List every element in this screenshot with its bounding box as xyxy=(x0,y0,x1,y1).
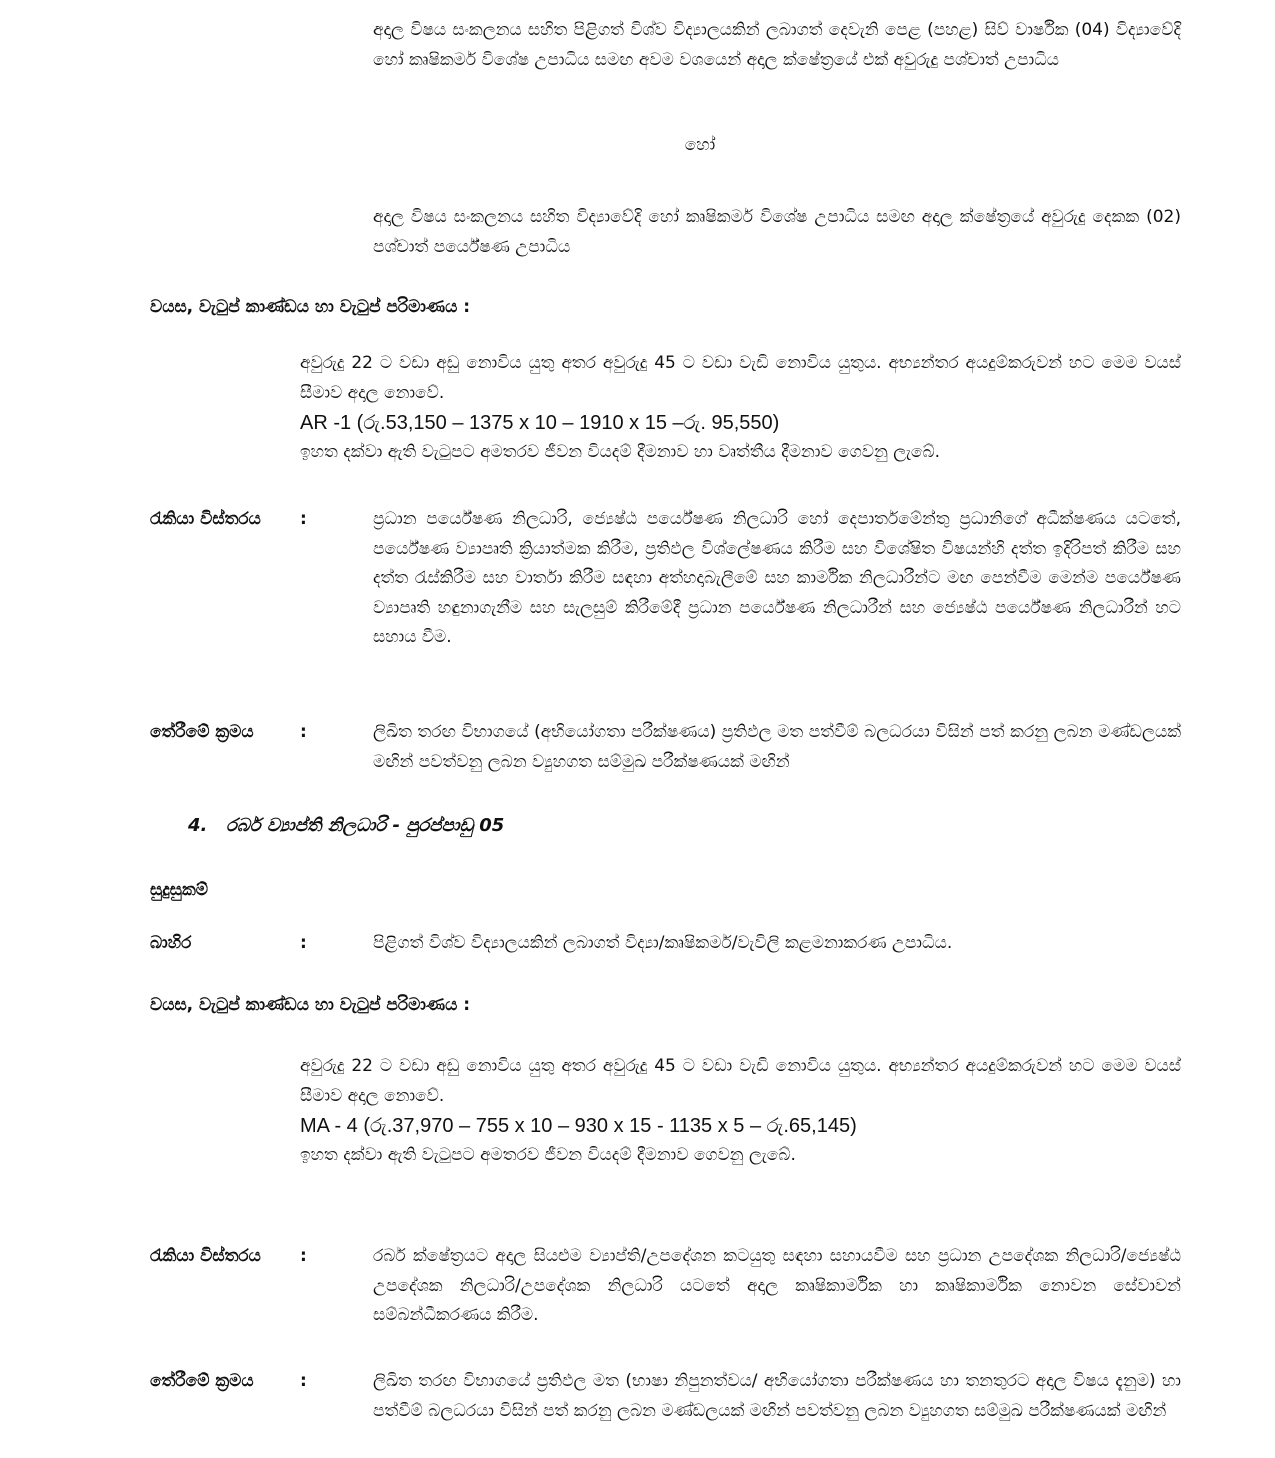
external-label: බාහිර xyxy=(150,933,192,953)
duties-label-2: රැකියා විස්තරය xyxy=(150,1246,261,1266)
age-salary-block xyxy=(300,349,1181,468)
allowance-text: ඉහත දක්වා ඇති වැටුපට අමතරව ජීවන වියදම් දීමනාව හා වෘත්තීය දීමනාව ගෙවනු ලැබේ. xyxy=(300,442,941,462)
qualification-paragraph: අදාල විෂය සංකලනය සහිත පිළිගත් විශ්ව විද්‍යාලයකින් ලබාගත් දෙවැනි පෙළ (පහළ) සිව් වාර්ෂික (04) විද්‍යාවේදි හෝ කෘෂිකර්ම විශේෂ උපාධිය සමඟ අවම වශයෙන් අදාල ක්ෂේත්‍රයේ එක් අවුරුදු පශ්චාත් උපාධිය xyxy=(373,20,1181,70)
selection-label: තේරීමේ ක්‍රමය xyxy=(150,722,254,742)
duties-colon: : xyxy=(300,509,307,529)
duties-colon-2: : xyxy=(300,1246,307,1266)
salary-scale: AR -1 (රු.53,150 – 1375 x 10 – 1910 x 15 –රු. 95,550) xyxy=(300,412,780,434)
salary-scale-2: MA - 4 (රු.37,970 – 755 x 10 – 930 x 15 - 1135 x 5 – රු.65,145) xyxy=(300,1115,857,1137)
age-limit-text: අවුරුදු 22 ට වඩා අඩු නොවිය යුතු අතර අවුරුදු 45 ට වඩා වැඩි නොවිය යුතුය. අභ්‍යන්තර අයදුම්කරුවන් හට මෙම වයස් සීමාව අදාල නොවේ. xyxy=(300,353,1181,403)
section-title: රබර් ව්‍යාප්ති නිලධාරි - පුරප්පාඩු 05 xyxy=(226,815,505,836)
external-qualification: පිළිගත් විශ්ව විද්‍යාලයකින් ලබාගත් විද්‍යා/කෘෂිකර්ම/වැවිලි කළමනාකරණ උපාධිය. xyxy=(373,933,953,953)
duties-paragraph: ප්‍රධාන පර්යේෂණ නිලධාරි, ජ්‍යෙෂ්ඨ පර්යේෂණ නිලධාරි හෝ දෙපාර්තමේන්තු ප්‍රධානිගේ අධීක්ෂණය යටතේ, පර්යේෂණ ව්‍යාපෘති ක්‍රියාත්මක කිරීම, ප්‍රතිඵල විශ්ලේෂණය කිරීම සහ විශේෂිත විෂයන්හි දත්ත ඉදිරිපත් කිරීම සහ දත්ත රැස්කිරීම සහ වාර්තා කිරීම සඳහා අත්හදාබැලීමේ සහ කාර්මික නිලධාරීන්ට මඟ පෙන්වීම මෙන්ම පර්යේෂණ ව්‍යාපෘති හඳුනාගැනීම සහ සැලසුම් කිරීමේදී ප්‍රධාන පර්යේෂණ නිලධාරීන් සහ ජ්‍යෙෂ්ඨ පර්යේෂණ නිලධාරීන් හට සහාය වීම. xyxy=(373,509,1181,647)
age-salary-heading-2: වයස, වැටුප් කාණ්ඩය හා වැටුප් පරිමාණය : xyxy=(150,995,471,1015)
section-number: 4. xyxy=(188,815,208,836)
external-colon: : xyxy=(300,933,307,953)
or-separator: හෝ xyxy=(684,135,716,155)
duties-label: රැකියා විස්තරය xyxy=(150,509,261,529)
duties-paragraph-2: රබර් ක්ෂේත්‍රයට අදාල සියළුම ව්‍යාප්ති/උපදේශන කටයුතු සඳහා සහායවීම සහ ප්‍රධාන උපදේශක නිලධාරි/ජ්‍යෙෂ්ඨ උපදේශක නිලධාරි/උපදේශක නිලධාරි යටතේ අදාල කෘෂිකාර්මික හා කෘෂිකාර්මික නොවන සේවාවන් සම්බන්ධීකරණය කිරීම. xyxy=(373,1246,1181,1325)
selection-label-2: තේරීමේ ක්‍රමය xyxy=(150,1371,254,1391)
selection-colon: : xyxy=(300,722,307,742)
selection-paragraph-2: ලිඛිත තරඟ විභාගයේ ප්‍රතිඵල මත (භාෂා නිපුනත්වය/ අභියෝගතා පරීක්ෂණය හා තනතුරට අදාල විෂය දැනුම) හා පත්වීම් බලධරයා විසින් පත් කරනු ලබන මණ්ඩලයක් මඟින් පවත්වනු ලබන ව්‍යුහගත සම්මුඛ පරීක්ෂණයක් මඟින් xyxy=(373,1371,1181,1421)
age-salary-block-2 xyxy=(300,1052,1181,1171)
selection-paragraph: ලිඛිත තරඟ විභාගයේ (අභියෝගතා පරීක්ෂණය) ප්‍රතිඵල මත පත්වීම් බලධරයා විසින් පත් කරනු ලබන මණ්ඩලයක් මඟින් පවත්වනු ලබන ව්‍යුහගත සම්මුඛ පරීක්ෂණයක් මඟින් xyxy=(373,722,1181,772)
selection-colon-2: : xyxy=(300,1371,307,1391)
allowance-text-2: ඉහත දක්වා ඇති වැටුපට අමතරව ජීවන වියදම් දීමනාව ගෙවනු ලැබේ. xyxy=(300,1145,796,1165)
qualification-alt-paragraph: අදාල විෂය සංකලනය සහිත විද්‍යාවේදි හෝ කෘෂිකර්ම විශේෂ උපාධිය සමඟ අදාල ක්ෂේත්‍රයේ අවුරුදු දෙකක (02) පශ්චාත් පර්යේෂණ උපාධිය xyxy=(373,207,1181,257)
age-salary-heading: වයස, වැටුප් කාණ්ඩය හා වැටුප් පරිමාණය : xyxy=(150,297,471,317)
age-limit-text-2: අවුරුදු 22 ට වඩා අඩු නොවිය යුතු අතර අවුරුදු 45 ට වඩා වැඩි නොවිය යුතුය. අභ්‍යන්තර අයදුම්කරුවන් හට මෙම වයස් සීමාව අදාල නොවේ. xyxy=(300,1056,1181,1106)
qualifications-heading: සුදුසුකම් xyxy=(150,880,209,900)
